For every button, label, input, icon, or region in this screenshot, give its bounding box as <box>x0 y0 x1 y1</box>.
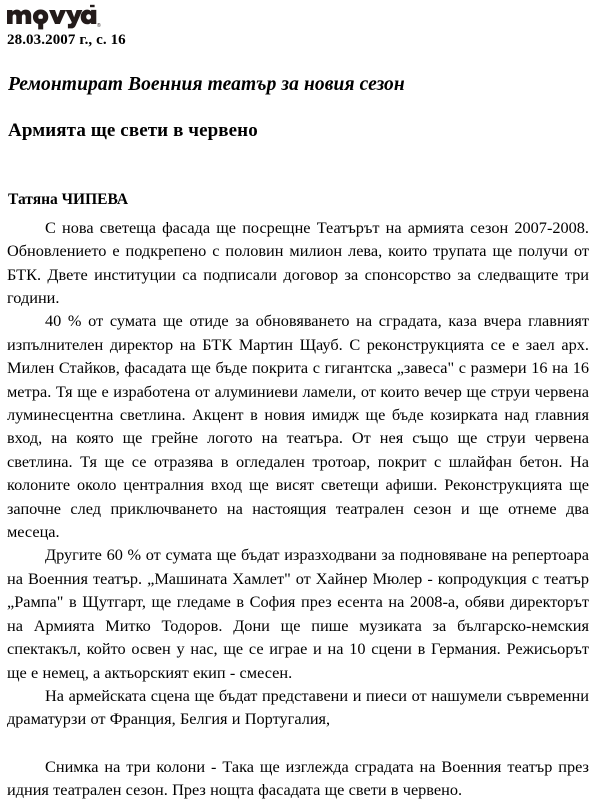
issue-date-page-line: 28.03.2007 г., с. 16 <box>7 32 126 48</box>
masthead <box>6 4 592 49</box>
article-paragraph: На армейската сцена ще бъдат представени и пиеси от нашумели съвременни драматурзи от Франция, Белгия и Португалия, <box>7 685 589 729</box>
article-paragraph: С нова светеща фасада ще посрещне Театърът на армията сезон 2007-2008. Обновлението е подкрепено с половин милион лева, които трупата ще получи от БТК. Двете институции са подписали договор за спонсорство за следващите три години. <box>7 217 589 307</box>
page-title: Ремонтират Военния театър за новия сезон <box>8 74 405 95</box>
article-paragraph: Другите 60 % от сумата ще бъдат изразходвани за подновяване на репертоара на Военния театър. „Машината Хамлет" от Хайнер Мюлер - копродукция с театър „Рампа" в Щутгарт, ще гледаме в София през есента на 2008-а, обяви директорът на Армията Митко Тодоров. Дони ще пише музиката за българско-немския спектакъл, който освен у нас, ще се играе и на 10 сцени в Германия. Режисьорът ще е немец, а актьорският екип - смесен. <box>7 545 589 682</box>
publication-logo <box>6 4 592 30</box>
photo-caption: Снимка на три колони - Така ще изглежда сградата на Военния театър през идния театрален сезон. През нощта фасадата ще свети в червено. <box>7 756 589 800</box>
registered-trademark-icon: ® <box>97 23 101 29</box>
article-byline: Татяна ЧИПЕВА <box>8 191 129 209</box>
article-body <box>6 216 592 802</box>
publication-wordmark-logo <box>6 4 102 30</box>
article-subheadline: Армията ще свети в червено <box>8 120 258 142</box>
article-paragraph: 40 % от сумата ще отиде за обновяването на сградата, каза вчера главният изпълнителен директор на БТК Мартин Щауб. С реконструкцията се е заел арх. Милен Стайков, фасадата ще бъде покрита с гигантска „завеса" с размери 16 на 16 метра. Тя ще е изработена от алуминиеви ламели, от които вечер ще струи червена луминесцентна светлина. Акцент в новия имидж ще бъде козирката над главния вход, на която ще грейне логото на театъра. От нея също ще струи червена светлина. Тя ще се отразява в огледален тротоар, покрит с шлайфан бетон. На колоните около централния вход ще висят светещи афиши. Реконструкцията ще започне след приключването на настоящия театрален сезон и ще отнеме два месеца. <box>7 311 589 542</box>
